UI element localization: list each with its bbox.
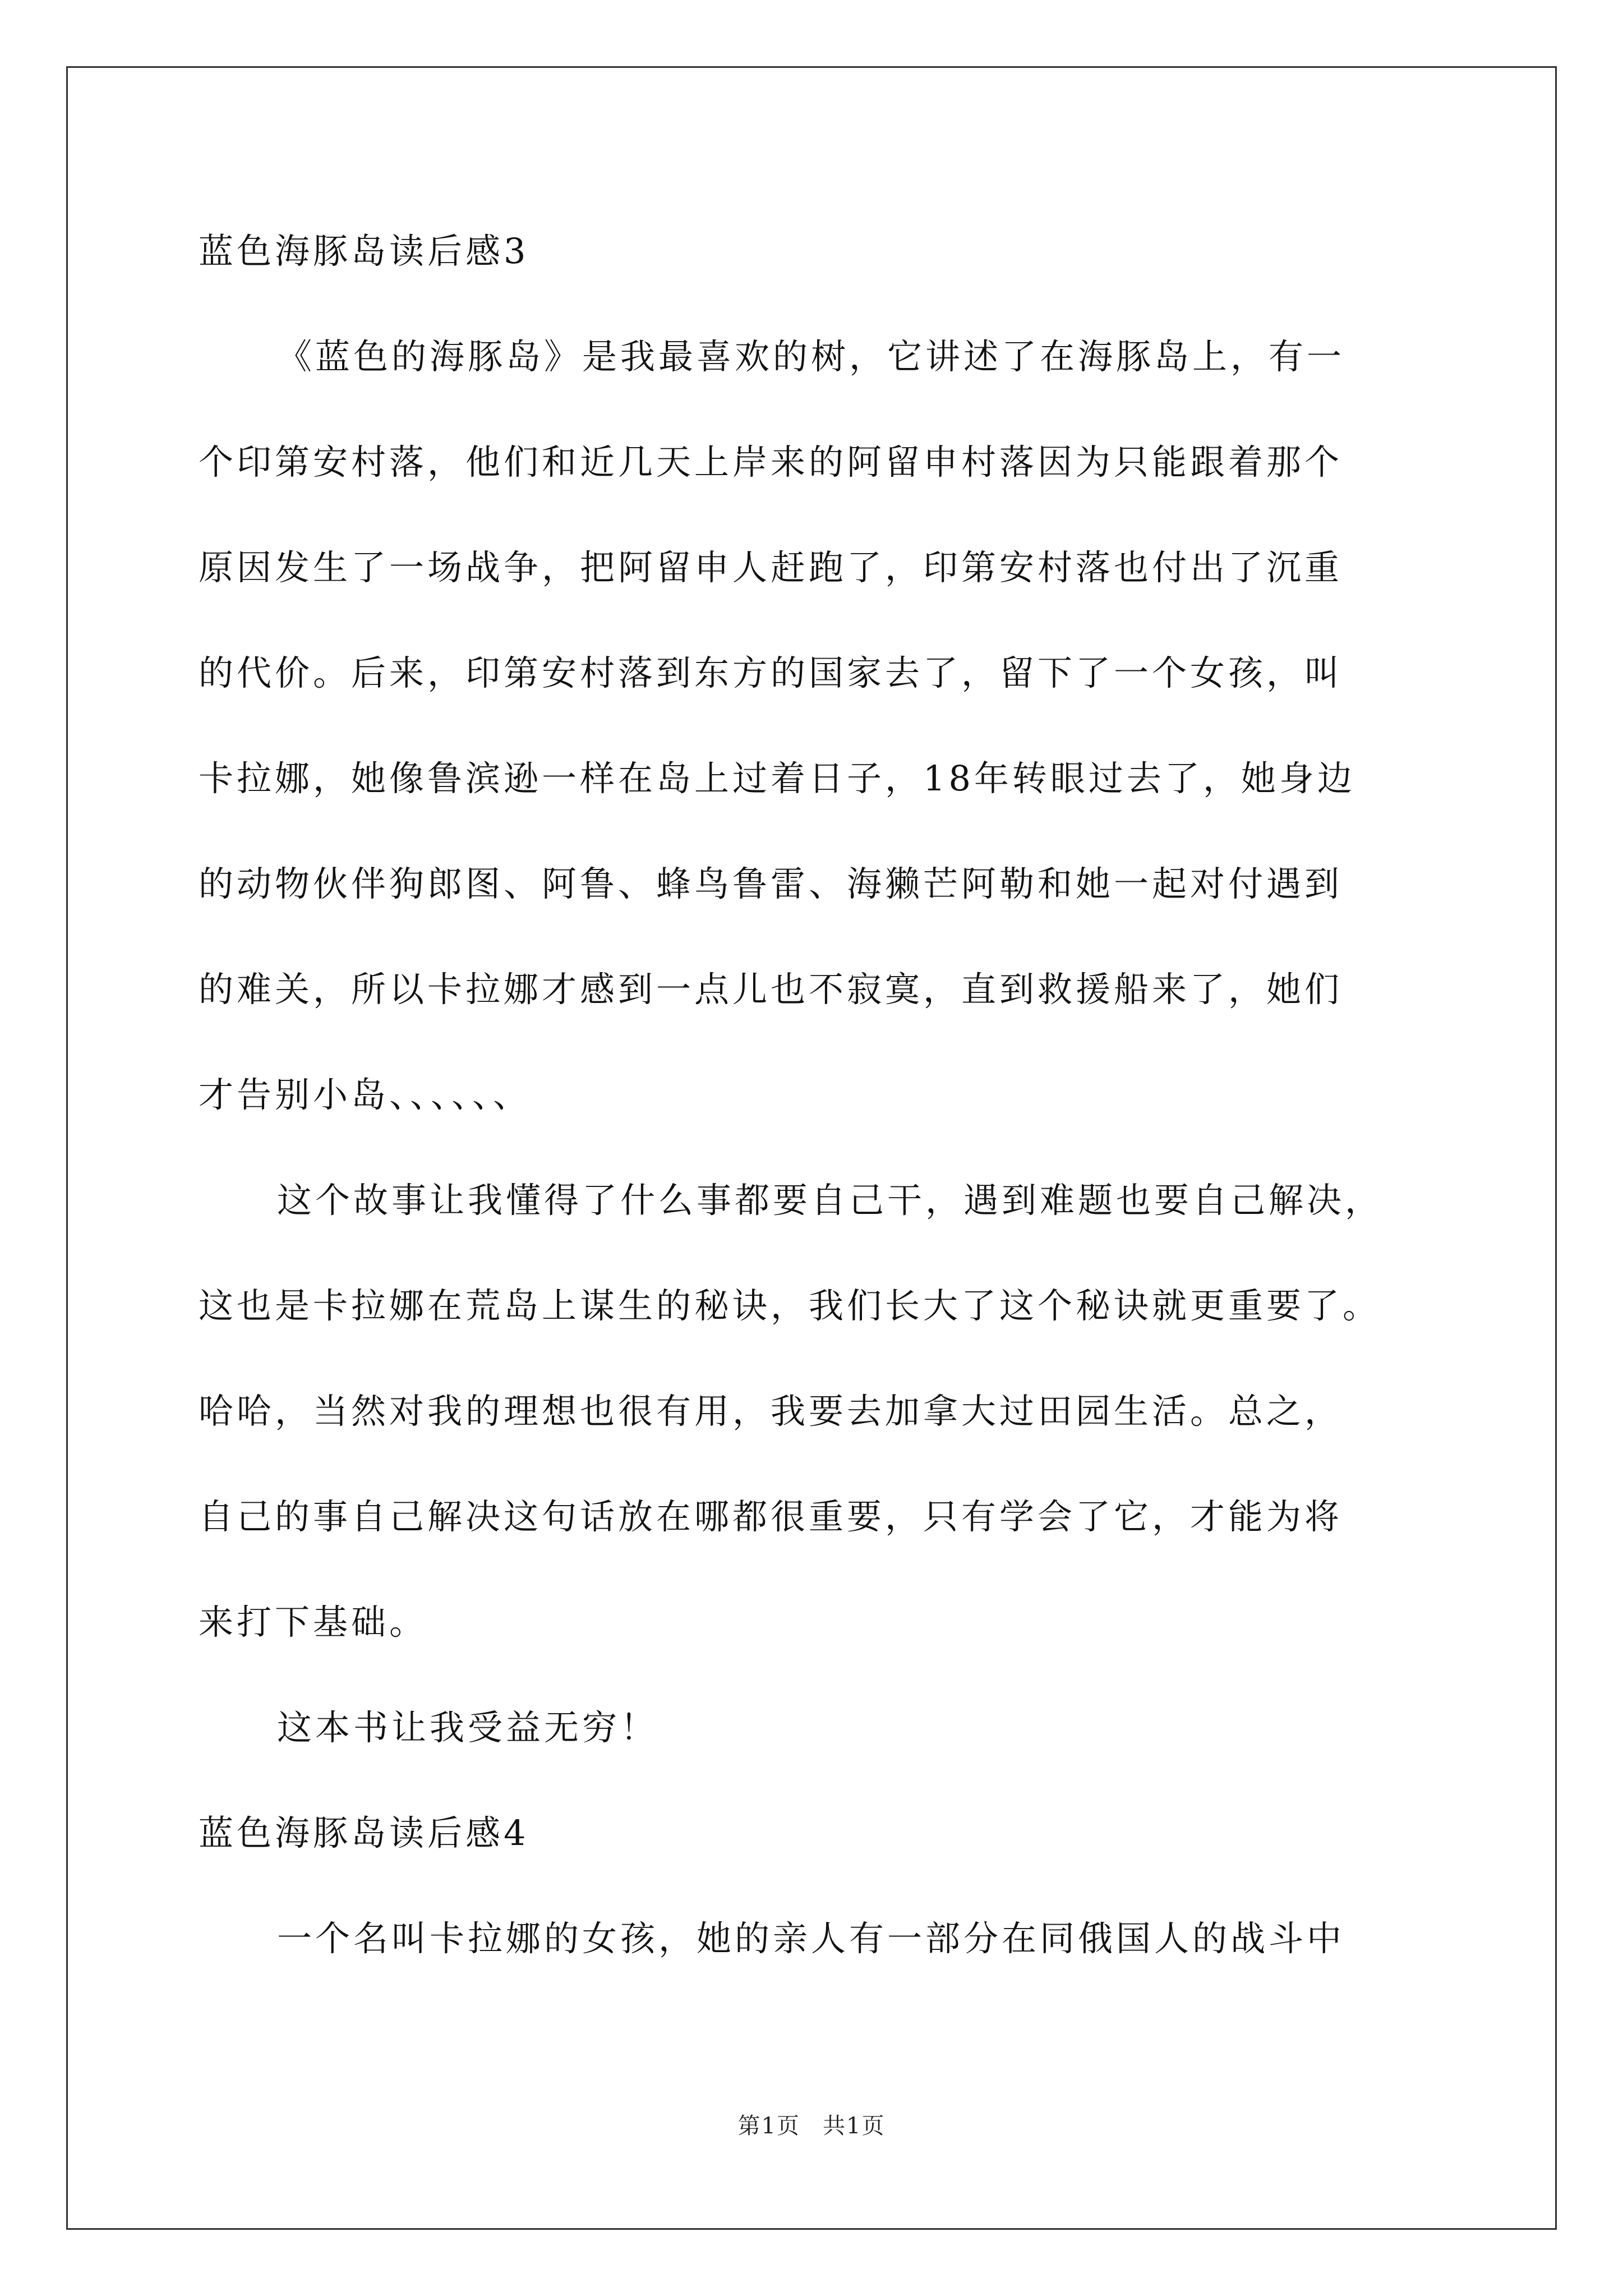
section-title: 蓝色海豚岛读后感3 [199, 231, 529, 272]
paragraph-line: 个印第安村落，他们和近几天上岸来的阿留申村落因为只能跟着那个 [199, 441, 1343, 482]
paragraph-line: 这本书让我受益无穷！ [277, 1707, 659, 1748]
paragraph-line: 哈哈，当然对我的理想也很有用，我要去加拿大过田园生活。总之， [199, 1391, 1343, 1432]
section-title: 蓝色海豚岛读后感4 [199, 1812, 529, 1853]
paragraph-line: 的动物伙伴狗郎图、阿鲁、蜂鸟鲁雷、海獭芒阿勒和她一起对付遇到 [199, 863, 1343, 904]
paragraph-line: 才告别小岛、、、、、、 [199, 1074, 532, 1115]
paragraph-line: 卡拉娜，她像鲁滨逊一样在岛上过着日子，18年转眼过去了，她身边 [199, 758, 1355, 799]
paragraph-line: 一个名叫卡拉娜的女孩，她的亲人有一部分在同俄国人的战斗中 [277, 1918, 1345, 1959]
paragraph-line: 来打下基础。 [199, 1602, 428, 1642]
document-body [199, 220, 1438, 2013]
page-number: 第1页 [737, 2113, 800, 2139]
paragraph-line: 的代价。后来，印第安村落到东方的国家去了，留下了一个女孩，叫 [199, 652, 1343, 693]
paragraph-line: 的难关，所以卡拉娜才感到一点儿也不寂寞，直到救援船来了，她们 [199, 969, 1343, 1010]
page-total: 共1页 [823, 2113, 886, 2139]
paragraph-line: 这也是卡拉娜在荒岛上谋生的秘诀，我们长大了这个秘诀就更重要了。 [199, 1285, 1381, 1326]
paragraph-line: 这个故事让我懂得了什么事都要自己干，遇到难题也要自己解决， [277, 1180, 1384, 1221]
paragraph-line: 自己的事自己解决这句话放在哪都很重要，只有学会了它，才能为将 [199, 1496, 1343, 1537]
page-footer [0, 2108, 1623, 2140]
paragraph-line: 《蓝色的海豚岛》是我最喜欢的树，它讲述了在海豚岛上，有一 [277, 336, 1345, 377]
paragraph-line: 原因发生了一场战争，把阿留申人赶跑了，印第安村落也付出了沉重 [199, 547, 1343, 588]
